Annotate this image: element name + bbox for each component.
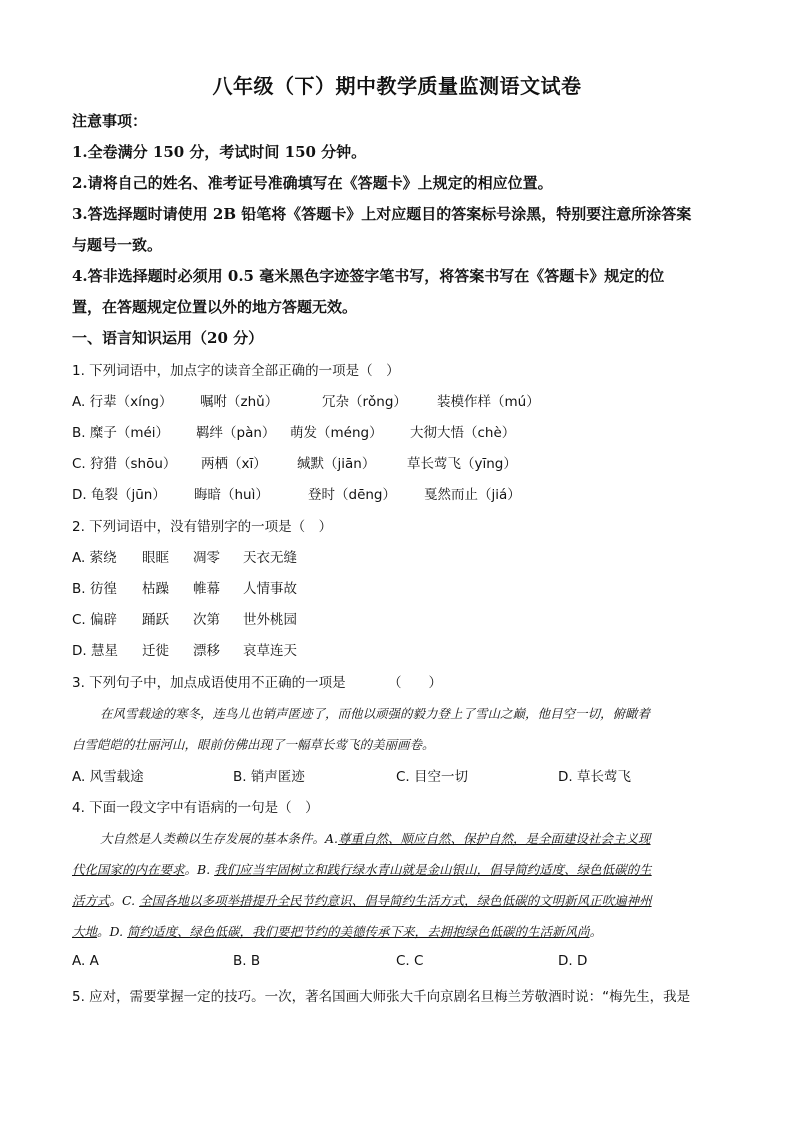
word: A. 萦绕 bbox=[72, 550, 117, 566]
word: A. 行辈（xíng） bbox=[72, 394, 173, 410]
word: 哀草连天 bbox=[243, 643, 297, 659]
word: C. 偏辟 bbox=[72, 612, 118, 628]
word: D. 慧星 bbox=[72, 643, 118, 659]
question-4-option-b: B. B bbox=[233, 953, 261, 969]
notice-item: 1.全卷满分 150 分，考试时间 150 分钟。 bbox=[72, 143, 367, 161]
notice-item: 2.请将自己的姓名、准考证号准确填写在《答题卡》上规定的相应位置。 bbox=[72, 174, 553, 192]
word: 天衣无缝 bbox=[243, 550, 297, 566]
question-4-passage-line bbox=[72, 922, 722, 940]
section-heading: 一、语言知识运用（20 分） bbox=[72, 329, 264, 347]
question-4-passage-line bbox=[72, 860, 722, 878]
notice-item: 4.答非选择题时必须用 0.5 毫米黑色字迹签字笔书写，将答案书写在《答题卡》规定的位 bbox=[72, 267, 665, 285]
passage-text: 大自然是人类赖以生存发展的基本条件。A. bbox=[100, 831, 339, 846]
word: 大彻大悟（chè） bbox=[410, 425, 516, 441]
passage-text: 。C. bbox=[109, 893, 140, 908]
word: 两栖（xī） bbox=[201, 456, 267, 472]
word: 冗杂（rǒng） bbox=[322, 394, 407, 410]
question-4-passage-line bbox=[72, 891, 722, 909]
word: 缄默（jiān） bbox=[297, 456, 376, 472]
word: 萌发（méng） bbox=[290, 425, 383, 441]
word: B. 糜子（méi） bbox=[72, 425, 170, 441]
word: 人情事故 bbox=[243, 581, 297, 597]
underlined-sentence: 尊重自然、顺应自然、保护自然，是全面建设社会主义现 bbox=[338, 831, 651, 846]
page-title: 八年级（下）期中教学质量监测语文试卷 bbox=[212, 74, 582, 98]
passage-text: 。 bbox=[589, 924, 603, 939]
word: C. 狩猎（shōu） bbox=[72, 456, 177, 472]
word: 迁徙 bbox=[142, 643, 169, 659]
underlined-sentence: 简约适度、绿色低碳，我们要把节约的美德传承下来，去拥抱绿色低碳的生活新风尚 bbox=[127, 924, 590, 939]
question-5-stem: 5. 应对，需要掌握一定的技巧。一次，著名国画大师张大千向京剧名旦梅兰芳敬酒时说：“梅先生，我是 bbox=[72, 989, 691, 1005]
word: 眼眶 bbox=[142, 550, 169, 566]
question-3-answer-paren: （ ） bbox=[388, 675, 442, 691]
passage-text: 。B. bbox=[184, 862, 215, 877]
question-4-option-a: A. A bbox=[72, 953, 99, 969]
underlined-sentence: 我们应当牢固树立和践行绿水青山就是金山银山，倡导简约适度、绿色低碳的生 bbox=[214, 862, 652, 877]
word: 戛然而止（jiá） bbox=[424, 487, 521, 503]
question-4-passage-line bbox=[72, 829, 722, 847]
word: 漂移 bbox=[193, 643, 220, 659]
question-4-option-c: C. C bbox=[396, 953, 424, 969]
question-3-passage-line: 白雪皑皑的壮丽河山，眼前仿佛出现了一幅草长莺飞的美丽画卷。 bbox=[72, 737, 435, 752]
question-3-passage-line: 在风雪载途的寒冬，连鸟儿也销声匿迹了，而他以顽强的毅力登上了雪山之巅，他目空一切，俯瞰着 bbox=[100, 706, 651, 721]
notice-heading: 注意事项： bbox=[72, 112, 148, 130]
word: 羁绊（pàn） bbox=[196, 425, 276, 441]
question-4-option-d: D. D bbox=[558, 953, 588, 969]
word: 登时（dēng） bbox=[308, 487, 397, 503]
word: 凋零 bbox=[193, 550, 220, 566]
underlined-sentence: 活方式 bbox=[72, 893, 110, 908]
word: 踊跃 bbox=[142, 612, 169, 628]
word: D. 龟裂（jūn） bbox=[72, 487, 166, 503]
notice-item: 与题号一致。 bbox=[72, 236, 163, 254]
word: 次第 bbox=[193, 612, 220, 628]
word: B. 彷徨 bbox=[72, 581, 117, 597]
notice-item: 置，在答题规定位置以外的地方答题无效。 bbox=[72, 298, 358, 316]
word: 嘱咐（zhǔ） bbox=[200, 394, 279, 410]
notice-item: 3.答选择题时请使用 2B 铅笔将《答题卡》上对应题目的答案标号涂黑，特别要注意所涂答案 bbox=[72, 205, 692, 223]
question-3-stem: 3. 下列句子中，加点成语使用不正确的一项是 bbox=[72, 675, 346, 691]
underlined-sentence: 代化国家的内在要求 bbox=[72, 862, 185, 877]
word: 枯躁 bbox=[142, 581, 169, 597]
underlined-sentence: 大地 bbox=[72, 924, 98, 939]
passage-text: 。D. bbox=[97, 924, 128, 939]
word: 世外桃园 bbox=[243, 612, 297, 628]
question-1-stem: 1. 下列词语中，加点字的读音全部正确的一项是（ ） bbox=[72, 363, 400, 379]
question-4-stem: 4. 下面一段文字中有语病的一句是（ ） bbox=[72, 800, 319, 816]
question-3-option-b: B. 销声匿迹 bbox=[233, 769, 305, 785]
word: 帷幕 bbox=[193, 581, 220, 597]
word: 装模作样（mú） bbox=[437, 394, 540, 410]
underlined-sentence: 全国各地以多项举措提升全民节约意识、倡导简约生活方式，绿色低碳的文明新风正吹遍神州 bbox=[139, 893, 652, 908]
word: 晦暗（huì） bbox=[194, 487, 269, 503]
question-3-option-a: A. 风雪载途 bbox=[72, 769, 144, 785]
question-3-option-c: C. 目空一切 bbox=[396, 769, 469, 785]
question-2-stem: 2. 下列词语中，没有错别字的一项是（ ） bbox=[72, 519, 333, 535]
word: 草长莺飞（yīng） bbox=[407, 456, 517, 472]
question-3-option-d: D. 草长莺飞 bbox=[558, 769, 631, 785]
